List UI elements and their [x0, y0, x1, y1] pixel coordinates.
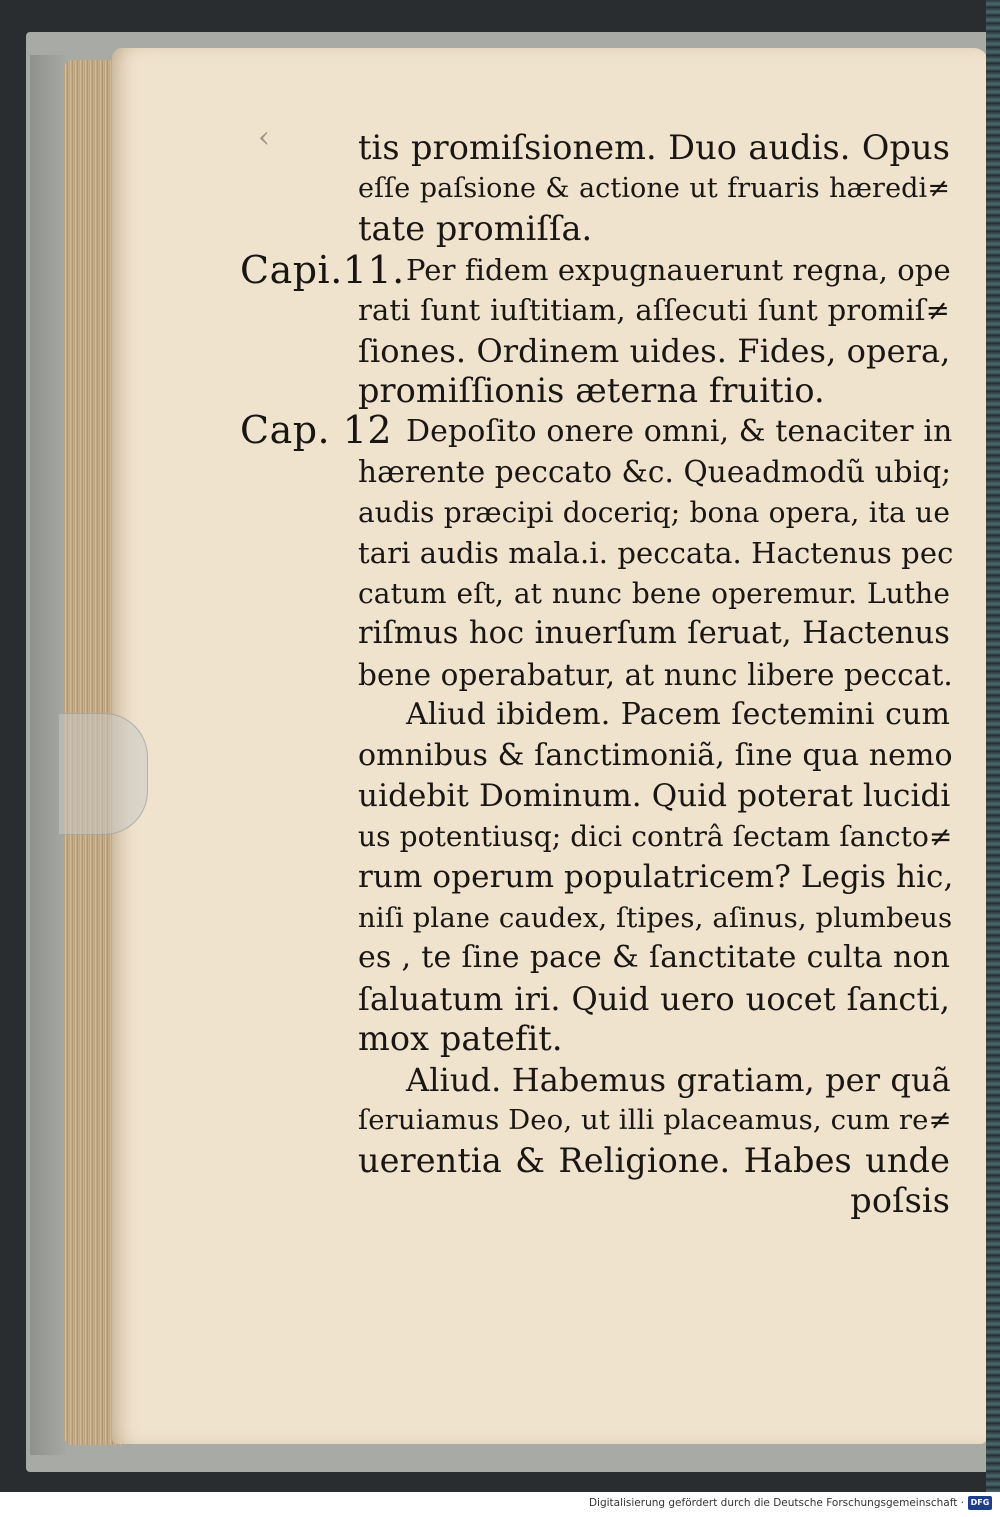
- text-line: Aliud. Habemus gratiam, per quã: [406, 1060, 951, 1099]
- text-line: uerentia & Religione. Habes unde: [358, 1140, 950, 1180]
- text-line: Aliud ibidem. Pacem ſectemini cum: [406, 697, 950, 732]
- margin-note-cap-12: Cap. 12: [240, 408, 393, 452]
- text-line: omnibus & ſanctimoniã, ſine qua nemo: [358, 737, 953, 773]
- text-line: tari audis mala.i. peccata. Hactenus pec: [358, 536, 954, 570]
- dfg-logo-icon: DFG: [968, 1496, 992, 1510]
- text-block: [358, 128, 954, 1222]
- plastic-page-clip: [58, 713, 148, 835]
- text-line: rati ſunt iuſtitiam, aſſecuti ſunt promiſ≠: [358, 293, 950, 327]
- text-line: es , te ſine pace & ſanctitate culta non: [358, 940, 950, 975]
- text-line: promiſſionis æterna fruitio.: [358, 371, 825, 410]
- text-line: hærente peccato &c. Queadmodũ ubiq;: [358, 455, 952, 489]
- text-line: rum operum populatricem? Legis hic,: [358, 859, 954, 895]
- binding-edge: [986, 0, 1000, 1492]
- text-line: niſi plane caudex, ſtipes, aſinus, plumbeus: [358, 901, 953, 934]
- text-line: audis præcipi doceriq; bona opera, ita ue: [358, 495, 950, 529]
- text-line: mox patefit.: [358, 1019, 563, 1058]
- text-line: bene operabatur, at nunc libere peccat.: [358, 657, 953, 692]
- text-line: ſeruiamus Deo, ut illi placeamus, cum re≠: [358, 1104, 952, 1136]
- margin-note-capi-11: Capi.11.: [240, 248, 405, 292]
- text-line: ſiones. Ordinem uides. Fides, opera,: [358, 331, 951, 370]
- text-line: riſmus hoc inuerſum ſeruat, Hactenus: [358, 616, 950, 651]
- text-line: ſaluatum iri. Quid uero uocet ſancti,: [358, 979, 950, 1018]
- text-line: tate promiſſa.: [358, 209, 593, 248]
- text-line: us potentiusq; dici contrâ ſectam ſancto≠: [358, 819, 953, 853]
- text-line: Depoſito onere omni, & tenaciter in: [406, 413, 953, 449]
- text-line: eſſe paſsione & actione ut fruaris hæredi≠: [358, 172, 950, 204]
- text-line: Per fidem expugnauerunt regna, ope: [406, 252, 951, 287]
- catchword: poſsis: [850, 1181, 950, 1220]
- footer-bar: [0, 1492, 1000, 1517]
- text-line: tis promiſsionem. Duo audis. Opus: [358, 128, 950, 167]
- text-line: uidebit Dominum. Quid poterat lucidi: [358, 778, 951, 814]
- page-mark: ‹: [258, 120, 270, 155]
- text-line: catum eſt, at nunc bene operemur. Luthe: [358, 576, 950, 610]
- dfg-credit: Digitalisierung gefördert durch die Deutsche Forschungsgemeinschaft ·: [588, 1497, 964, 1509]
